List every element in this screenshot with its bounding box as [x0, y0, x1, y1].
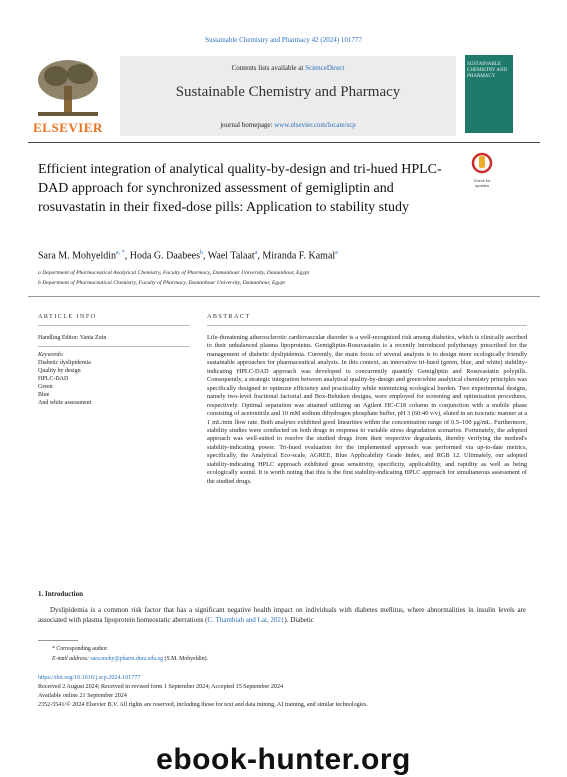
contents-prefix: Contents lists available at [231, 64, 306, 72]
affiliation-a: a Department of Pharmaceutical Analytical Chemistry, Faculty of Pharmacy, Damanhour University, Damanhour, Egypt [38, 270, 310, 276]
contents-line [120, 64, 456, 72]
copyright-line: 2352-5541/© 2024 Elsevier B.V. All rights are reserved, including those for text and data mining, AI training, and similar technologies. [38, 702, 368, 708]
check-for-updates-badge[interactable] [468, 152, 496, 188]
handling-editor: Handling Editor: Vania Zuin [38, 335, 107, 341]
email-link[interactable]: sara.mohy@pharm.dmu.edu.eg [90, 656, 164, 662]
article-title: Efficient integration of analytical quality-by-design and tri-hued HPLC-DAD approach for synchronized assessment of gemigliptin and rosuvastatin in their fixed-dose pills: Application to stability study [38, 162, 442, 215]
intro-text-end: ). Diabetic [284, 615, 314, 624]
author-affiliation-marker[interactable]: b [199, 250, 203, 256]
keywords-label: Keywords: [38, 352, 64, 358]
author-name[interactable]: Hoda G. Daabees [129, 250, 200, 262]
journal-reference[interactable]: Sustainable Chemistry and Pharmacy 42 (2024) 101777 [205, 36, 362, 44]
keyword: Green [38, 384, 53, 390]
homepage-link[interactable]: www.elsevier.com/locate/scp [274, 121, 356, 129]
section-rule [28, 296, 540, 297]
keyword: Diabetic dyslipidemia [38, 360, 91, 366]
watermark-text: ebook-hunter.org [156, 743, 411, 776]
keyword: HPLC-DAD [38, 376, 69, 382]
author-name[interactable]: Miranda F. Kamal [262, 250, 336, 262]
article-info-heading: ARTICLE INFO [38, 313, 97, 320]
keyword: Quality by design [38, 368, 81, 374]
keywords-list [38, 359, 188, 407]
keyword: Blue [38, 392, 50, 398]
author-affiliation-marker[interactable]: a, * [116, 250, 125, 256]
abstract-text: Life-threatening atherosclerotic cardiovascular disorder is a well-recognized risk among diabetics, which is clinically ascribed to their unbalanced plasma lipoproteins. Gemigliptin-Rosuvastatin is a recently introduced polytherapy prescribed for the management of diabetic dyslipidemia. Currently, the main focus of several analysts is to design more ecologically friendly sustainable approaches for pharmaceutical analysis. In this context, an innovative tri-hued (green, blue, and white) stability-indicating HPLC-DAD approach was developed to concurrently quantify Gemigliptin and Rosuvastatin polypills. Consequently, a strategic integration between analytical quality-by-design and green/white analytical chemistry principles was specifically designed to optimize efficiency and practicality while minimizing ecological burden. Two experimental designs, namely two-level fractional factorial and Box-Behnken designs, were employed for screening and optimization procedures, respectively. Optimal separation was attained utilizing an Agilent HC-C18 column in conjunction with a mobile phase consisting of acetonitrile and 10 mM sodium dihydrogen phosphate buffer, pH 3 (60:40 v/v), eluted in an isocratic manner at a 1 mL/min flow rate. Both analytes exhibited good linearities within the concentration range of 0.5–100 μg/mL. Furthermore, stability studies were conducted on both drugs in response to variable stress degradation scenarios. Fortunately, the adopted approach was well-suited to resolve the studied drugs from their respective degradants, thereby verifying the method's stability-indicating power. Tri-hued evaluation for the implemented approach was performed via up-to-date metrics, specifically, the Analytical Eco-scale, AGREE, Blue Applicability Grade Index, and RGB 12. Ultimately, our adopted stability-indicating HPLC approach exhibited great sensitivity, specificity, applicability, and rapidity as well as being ecologically sound. It is worth noting that this is the first stability-indicating HPLC approach for simultaneous assessment of the studied drugs. [207, 334, 527, 485]
doi-link[interactable]: https://doi.org/10.1016/j.scp.2024.101777 [38, 675, 141, 681]
keyword: And white assessment [38, 400, 92, 406]
journal-cover-text: SUSTAINABLE CHEMISTRY AND PHARMACY [467, 62, 508, 79]
email-suffix: (S.M. Mohyeldin). [163, 656, 209, 662]
author-name[interactable]: Sara M. Mohyeldin [38, 250, 117, 262]
corresponding-author-note: * Corresponding author. [52, 646, 109, 652]
journal-homepage [120, 121, 456, 129]
journal-name: Sustainable Chemistry and Pharmacy [175, 84, 401, 100]
received-dates: Received 2 August 2024; Received in revised form 1 September 2024; Accepted 15 September 2024 [38, 684, 284, 690]
abstract-rule [207, 325, 527, 326]
footnote-rule [38, 640, 78, 641]
email-label: E-mail address: [52, 656, 91, 662]
check-updates-label: Check for updates [473, 178, 491, 188]
email-footnote [52, 656, 208, 662]
abstract-heading: ABSTRACT [207, 313, 251, 320]
affiliation-b: b Department of Pharmaceutical Chemistry, Faculty of Pharmacy, Damanhour University, Damanhour, Egypt [38, 280, 285, 286]
article-info-rule [38, 325, 190, 326]
citation-link[interactable]: C. Thambiah and Lai, 2021 [207, 615, 285, 624]
author-name[interactable]: Wael Talaat [207, 250, 255, 262]
header-rule [28, 142, 540, 143]
author-list: Sara M. Mohyeldin$^{a, *}$, Hoda G. Daabees$^b$, Wael Talaat$^a$, Miranda F. Kamal$^a$ [38, 250, 338, 262]
available-online: Available online 21 September 2024 [38, 693, 127, 699]
check-updates-icon [468, 152, 496, 174]
intro-text-start: Dyslipidemia is a common risk factor that has a significant negative health impact on individuals with diabetes mellitus, where abnormalities in insulin levels are associated with plasma lipoprotein homeostatic aberrations ( [38, 606, 526, 624]
sciencedirect-link[interactable]: ScienceDirect [305, 64, 345, 72]
publisher-wordmark: ELSEVIER [33, 120, 103, 135]
introduction-text [38, 606, 526, 625]
homepage-prefix: journal homepage: [220, 121, 275, 129]
introduction-heading: 1. Introduction [38, 590, 83, 598]
editor-rule [38, 346, 190, 347]
author-affiliation-marker[interactable]: a [254, 250, 258, 256]
author-affiliation-marker[interactable]: a [335, 250, 338, 256]
